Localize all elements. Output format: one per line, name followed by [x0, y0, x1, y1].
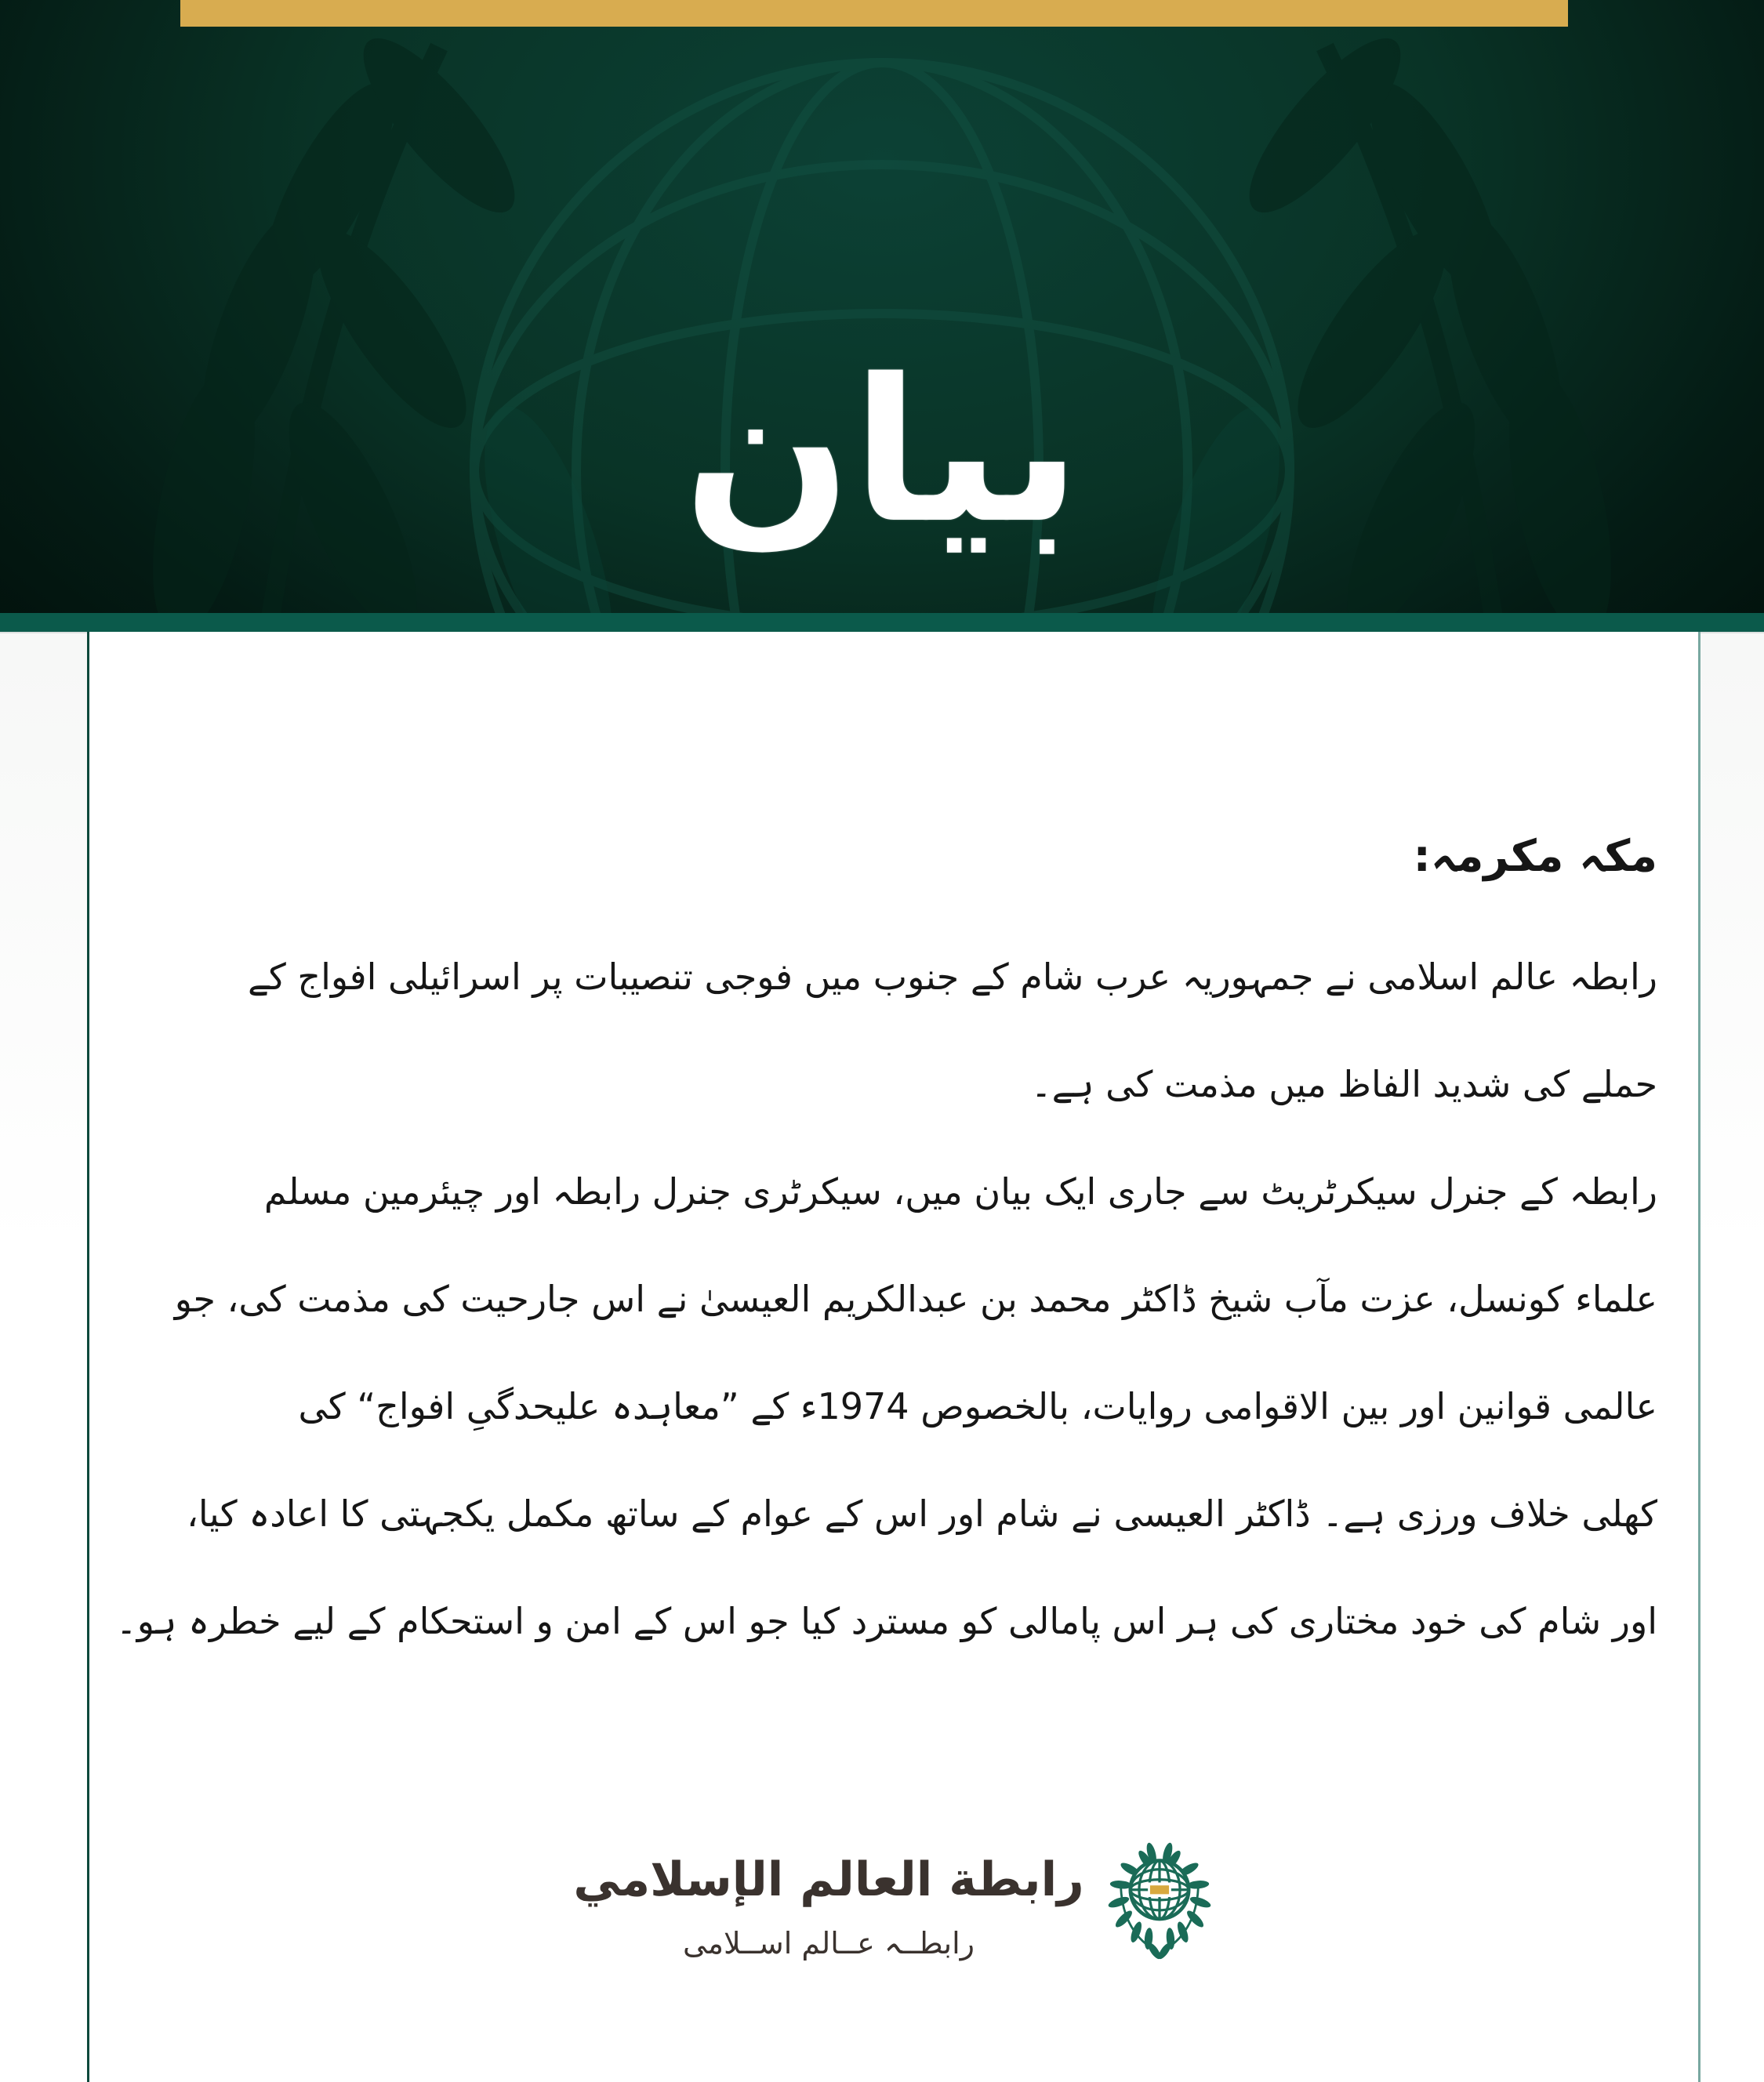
gold-accent-bar — [180, 0, 1568, 27]
statement-line: علماء کونسل، عزت مآب شیخ ڈاکٹر محمد بن عبدالکریم العیسیٰ نے اس جارحیت کی مذمت کی، جو — [174, 1278, 1657, 1320]
page-title: بیان — [683, 337, 1081, 567]
statement-header — [0, 0, 1764, 613]
logo-arabic-calligraphy: رابطة العالم الإسلامي — [573, 1852, 1084, 1907]
statement-line: کھلی خلاف ورزی ہے۔ ڈاکٹر العیسی نے شام اور اس کے عوام کے ساتھ مکمل یکجہتی کا اعادہ کیا، — [187, 1493, 1657, 1535]
logo-text-block — [573, 1841, 1083, 1966]
statement-line: عالمی قوانین اور بین الاقوامی روایات، بالخصوص 1974ء کے ”معاہدہ علیحدگیِ افواج“ کی — [298, 1385, 1657, 1427]
logo-urdu-caption: رابطــہ عــالم اســلامی — [682, 1926, 975, 1960]
statement-line: رابطہ عالم اسلامی نے جمہوریہ عرب شام کے جنوب میں فوجی تنصیبات پر اسرائیلی افواج کے — [247, 956, 1657, 998]
dateline: مکہ مکرمہ: — [1413, 831, 1657, 882]
statement-line: حملے کی شدید الفاظ میں مذمت کی ہے۔ — [1030, 1063, 1657, 1105]
mwl-logo — [89, 1825, 1698, 1982]
statement-card — [87, 632, 1700, 2082]
kaaba-door-icon — [1148, 1883, 1171, 1898]
statement-body — [115, 923, 1657, 1675]
mwl-emblem-icon — [1105, 1836, 1214, 1971]
statement-line: اور شام کی خود مختاری کی ہر اس پامالی کو مسترد کیا جو اس کے امن و استحکام کے لیے خطرہ ہو۔ — [115, 1600, 1657, 1642]
header-bottom-band — [0, 613, 1764, 632]
statement-line: رابطہ کے جنرل سیکرٹریٹ سے جاری ایک بیان میں، سیکرٹری جنرل رابطہ اور چیئرمین مسلم — [263, 1170, 1657, 1213]
